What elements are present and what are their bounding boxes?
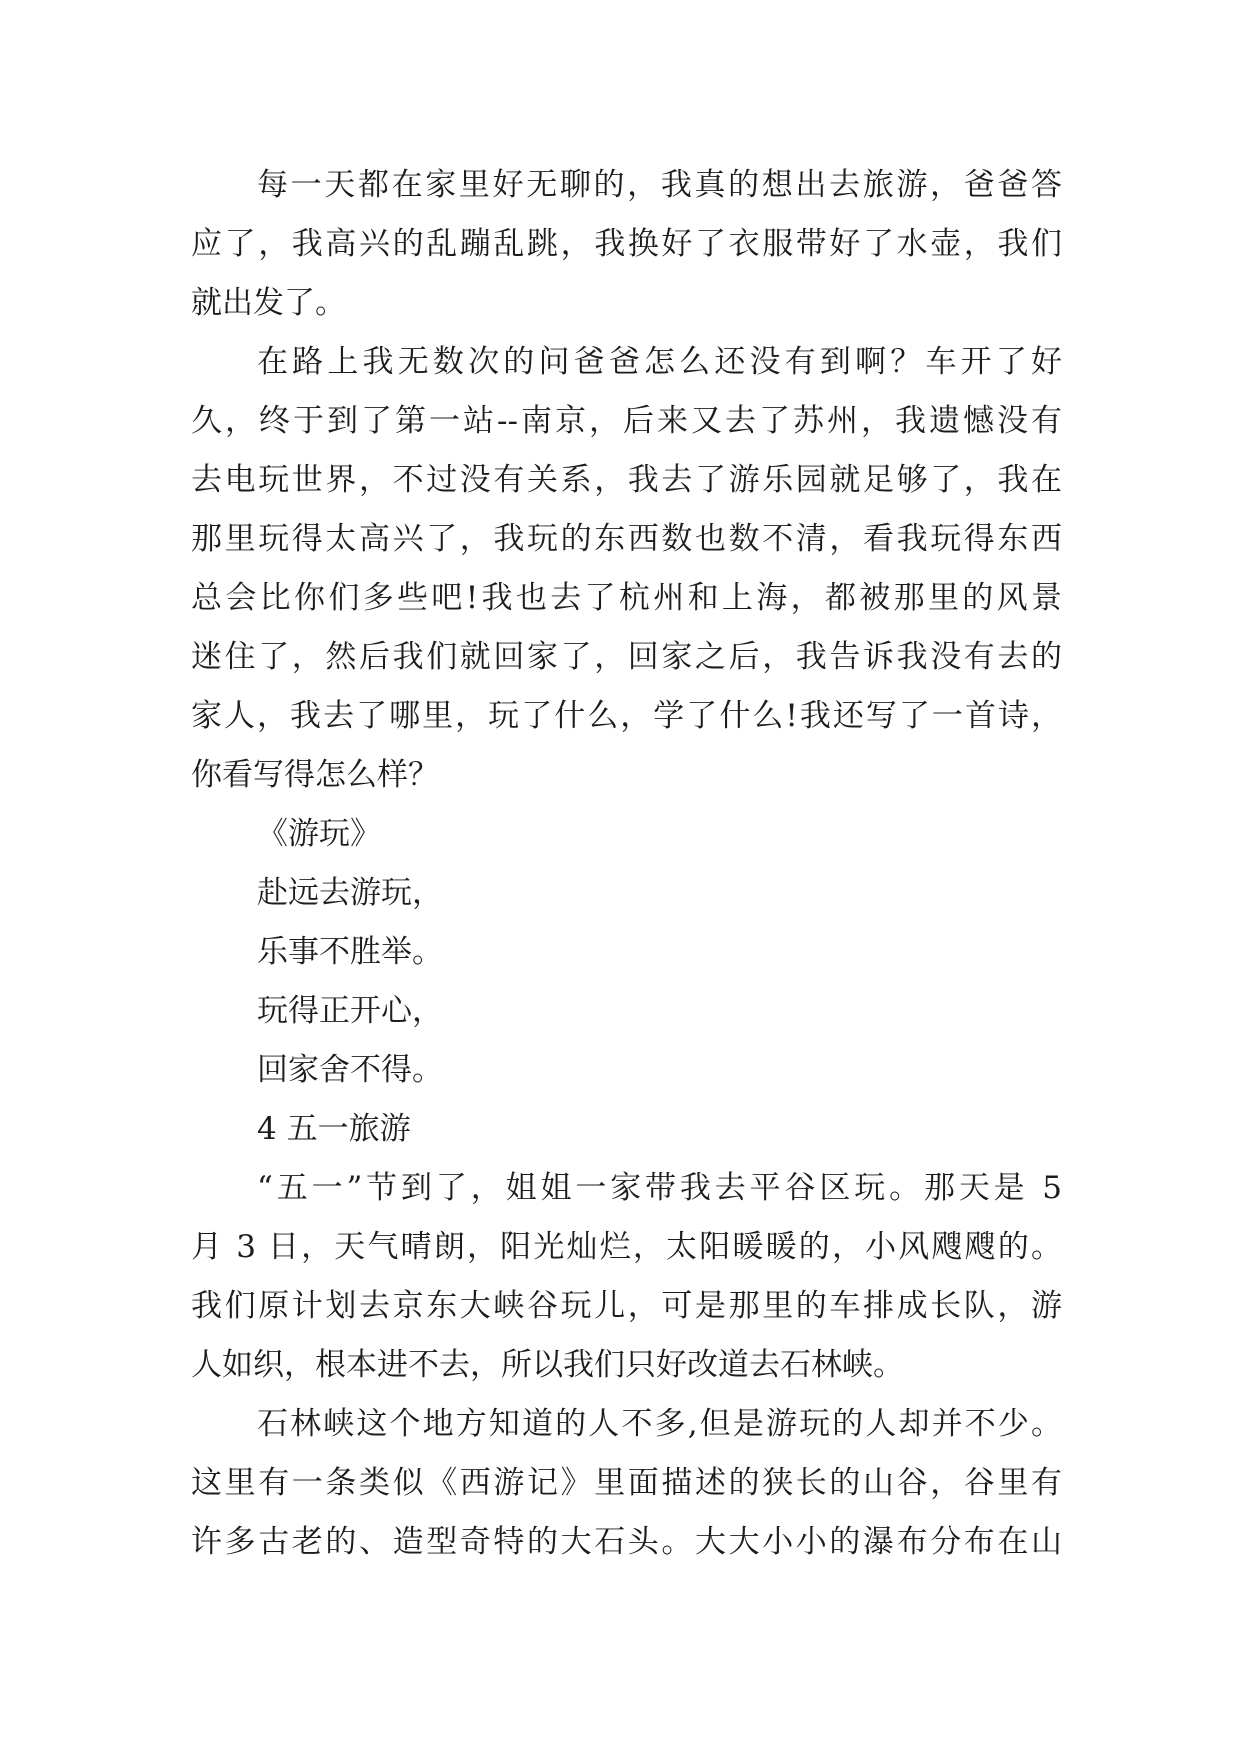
text-line: 久，终于到了第一站--南京，后来又去了苏州，我遗憾没有 [191, 403, 1062, 439]
text-line: 总会比你们多些吧!我也去了杭州和上海，都被那里的风景 [191, 580, 1062, 616]
paragraph [191, 156, 1062, 333]
poem-line: 乐事不胜举。 [257, 934, 443, 970]
text-line: 应了，我高兴的乱蹦乱跳，我换好了衣服带好了水壶，我们 [191, 226, 1062, 262]
poem-line: 回家舍不得。 [257, 1052, 443, 1088]
section-heading: 4 五一旅游 [257, 1111, 411, 1147]
poem-line: 赴远去游玩， [257, 875, 443, 911]
text-line: 家人，我去了哪里，玩了什么，学了什么!我还写了一首诗， [191, 698, 1062, 734]
poem-line: 玩得正开心， [257, 993, 443, 1029]
paragraph [191, 1395, 1062, 1572]
text-line: 每一天都在家里好无聊的，我真的想出去旅游，爸爸答 [257, 167, 1062, 203]
text-line: 石林峡这个地方知道的人不多,但是游玩的人却并不少。 [257, 1406, 1062, 1442]
paragraph [191, 333, 1062, 805]
text-line: 你看写得怎么样？ [191, 757, 439, 793]
text-line: 我们原计划去京东大峡谷玩儿，可是那里的车排成长队，游 [191, 1288, 1062, 1324]
text-line: “五一”节到了，姐姐一家带我去平谷区玩。那天是 5 [257, 1170, 1062, 1206]
poem-title: 《游玩》 [257, 816, 381, 852]
text-line: 许多古老的、造型奇特的大石头。大大小小的瀑布分布在山 [191, 1524, 1062, 1560]
document-body [191, 156, 1062, 1572]
text-line: 这里有一条类似《西游记》里面描述的狭长的山谷，谷里有 [191, 1465, 1062, 1501]
text-line: 在路上我无数次的问爸爸怎么还没有到啊？车开了好 [257, 344, 1062, 380]
text-line: 月 3 日，天气晴朗，阳光灿烂，太阳暖暖的，小风飕飕的。 [191, 1229, 1062, 1265]
text-line: 就出发了。 [191, 285, 346, 321]
text-line: 迷住了，然后我们就回家了，回家之后，我告诉我没有去的 [191, 639, 1062, 675]
poem [191, 805, 1062, 1100]
text-line: 去电玩世界，不过没有关系，我去了游乐园就足够了，我在 [191, 462, 1062, 498]
text-line: 那里玩得太高兴了，我玩的东西数也数不清，看我玩得东西 [191, 521, 1062, 557]
paragraph [191, 1159, 1062, 1395]
text-line: 人如织，根本进不去，所以我们只好改道去石林峡。 [191, 1347, 904, 1383]
